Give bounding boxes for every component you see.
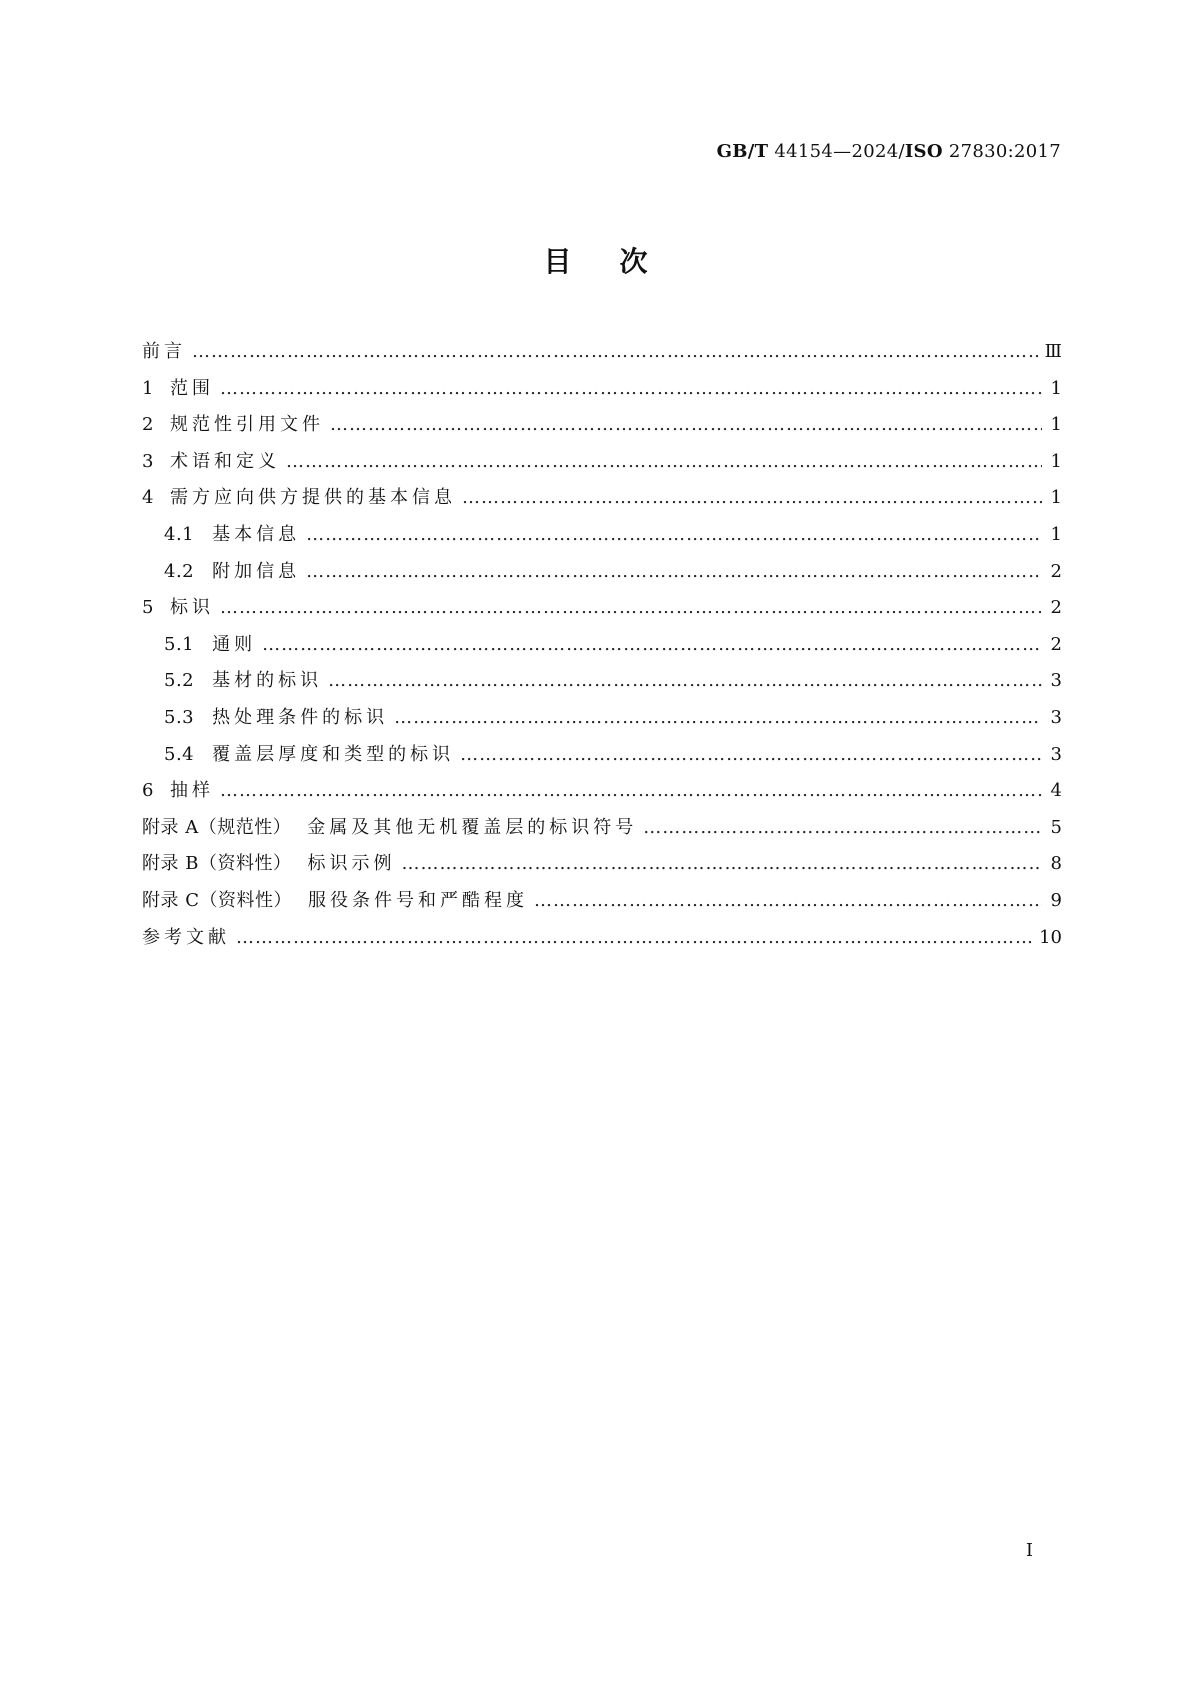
toc-entry[interactable] [142, 813, 1062, 850]
toc-entry-label: 规范性引用文件 [169, 414, 324, 436]
toc-entry-label: 标识 [169, 597, 214, 619]
toc-entry-page: 4 [1050, 780, 1062, 802]
toc-entry-number: 5 [142, 597, 154, 619]
toc-entry[interactable] [142, 374, 1062, 411]
toc-entry-number: 1 [142, 377, 154, 399]
toc-entry-label: 基本信息 [212, 523, 301, 545]
toc-entry-label: 附加信息 [212, 560, 301, 582]
toc-entry[interactable] [142, 593, 1062, 630]
toc-entry-number: 3 [142, 450, 154, 472]
toc-entry-number: 4.1 [164, 523, 195, 545]
toc-entry-label: 参考文献 [142, 926, 230, 948]
toc-entry[interactable] [142, 776, 1062, 813]
standard-code [717, 141, 1061, 162]
toc-entry-page: 8 [1050, 853, 1062, 875]
page-title: 目次 [543, 245, 696, 278]
toc-leader-dots [394, 707, 1042, 728]
toc-entry-number: 附录 A（规范性） [142, 816, 292, 838]
page-number: Ⅰ [1025, 1540, 1033, 1561]
toc-leader-dots [220, 597, 1042, 618]
toc-entry-page: 10 [1039, 926, 1062, 948]
toc-entry-number: 4 [142, 487, 154, 509]
toc-entry-label: 术语和定义 [169, 450, 280, 472]
toc-leader-dots [330, 414, 1042, 435]
toc-entry-page: 2 [1050, 560, 1062, 582]
toc-entry[interactable] [142, 410, 1062, 447]
toc-entry[interactable] [142, 849, 1062, 886]
toc-entry-page: 3 [1050, 743, 1062, 765]
toc-entry-label: 需方应向供方提供的基本信息 [169, 487, 456, 509]
toc-leader-dots [306, 561, 1042, 582]
toc-leader-dots [534, 890, 1042, 911]
toc-leader-dots [643, 817, 1042, 838]
toc-entry-number: 2 [142, 414, 154, 436]
toc-entry-number: 5.2 [164, 670, 195, 692]
toc-entry-number: 5.4 [164, 743, 195, 765]
toc-entry-page: 3 [1050, 706, 1062, 728]
toc-entry-page: 2 [1050, 597, 1062, 619]
toc-leader-dots [328, 670, 1042, 691]
toc-entry-page: 1 [1050, 377, 1062, 399]
toc-entry-page: 1 [1050, 450, 1062, 472]
toc-leader-dots [462, 487, 1042, 508]
toc-entry-page: 1 [1050, 414, 1062, 436]
toc-entry-page: Ⅲ [1044, 341, 1062, 362]
toc-entry[interactable] [142, 557, 1062, 594]
toc-leader-dots [306, 524, 1042, 545]
toc-entry-label: 服役条件号和严酷程度 [308, 889, 528, 911]
toc-entry-label: 基材的标识 [212, 670, 323, 692]
toc-entry[interactable] [142, 923, 1062, 960]
toc-entry-page: 5 [1050, 816, 1062, 838]
toc-entry-number: 6 [142, 780, 154, 802]
toc-entry-label: 范围 [169, 377, 214, 399]
toc-leader-dots [460, 744, 1042, 765]
toc-entry-number: 4.2 [164, 560, 195, 582]
toc-entry-label: 金属及其他无机覆盖层的标识符号 [307, 816, 638, 838]
toc-entry[interactable] [142, 520, 1062, 557]
toc-entry[interactable] [142, 666, 1062, 703]
standard-prefix: GB/T [716, 141, 769, 162]
toc-entry[interactable] [142, 337, 1062, 374]
toc-leader-dots [192, 341, 1039, 362]
toc-leader-dots [401, 853, 1042, 874]
toc-entry-page: 2 [1050, 633, 1062, 655]
toc-entry[interactable] [142, 740, 1062, 777]
toc-leader-dots [286, 451, 1042, 472]
toc-leader-dots [220, 780, 1042, 801]
toc-entry[interactable] [142, 483, 1062, 520]
toc-entry[interactable] [142, 886, 1062, 923]
standard-number: 44154—2024/ [774, 141, 905, 162]
toc-leader-dots [220, 378, 1042, 399]
toc-entry-number: 附录 C（资料性） [142, 889, 292, 911]
toc-entry-label: 抽样 [169, 780, 214, 802]
toc-leader-dots [262, 634, 1042, 655]
toc-entry-page: 9 [1050, 889, 1062, 911]
toc-entry-label: 前言 [142, 341, 186, 362]
toc-entry-number: 5.1 [164, 633, 195, 655]
toc-entry-label: 热处理条件的标识 [212, 706, 389, 728]
toc-entry-page: 1 [1050, 487, 1062, 509]
iso-prefix: ISO [904, 141, 943, 162]
toc-entry-page: 3 [1050, 670, 1062, 692]
toc-entry-label: 通则 [212, 633, 257, 655]
toc-entry-number: 附录 B（资料性） [142, 853, 292, 875]
toc-entry-number: 5.3 [164, 706, 195, 728]
toc-leader-dots [236, 927, 1033, 948]
toc-entry[interactable] [142, 630, 1062, 667]
iso-number: 27830:2017 [948, 141, 1061, 162]
toc-entry[interactable] [142, 703, 1062, 740]
toc-entry-label: 覆盖层厚度和类型的标识 [212, 743, 455, 765]
table-of-contents [142, 337, 1062, 959]
toc-entry[interactable] [142, 447, 1062, 484]
toc-entry-page: 1 [1050, 523, 1062, 545]
toc-entry-label: 标识示例 [307, 853, 396, 875]
